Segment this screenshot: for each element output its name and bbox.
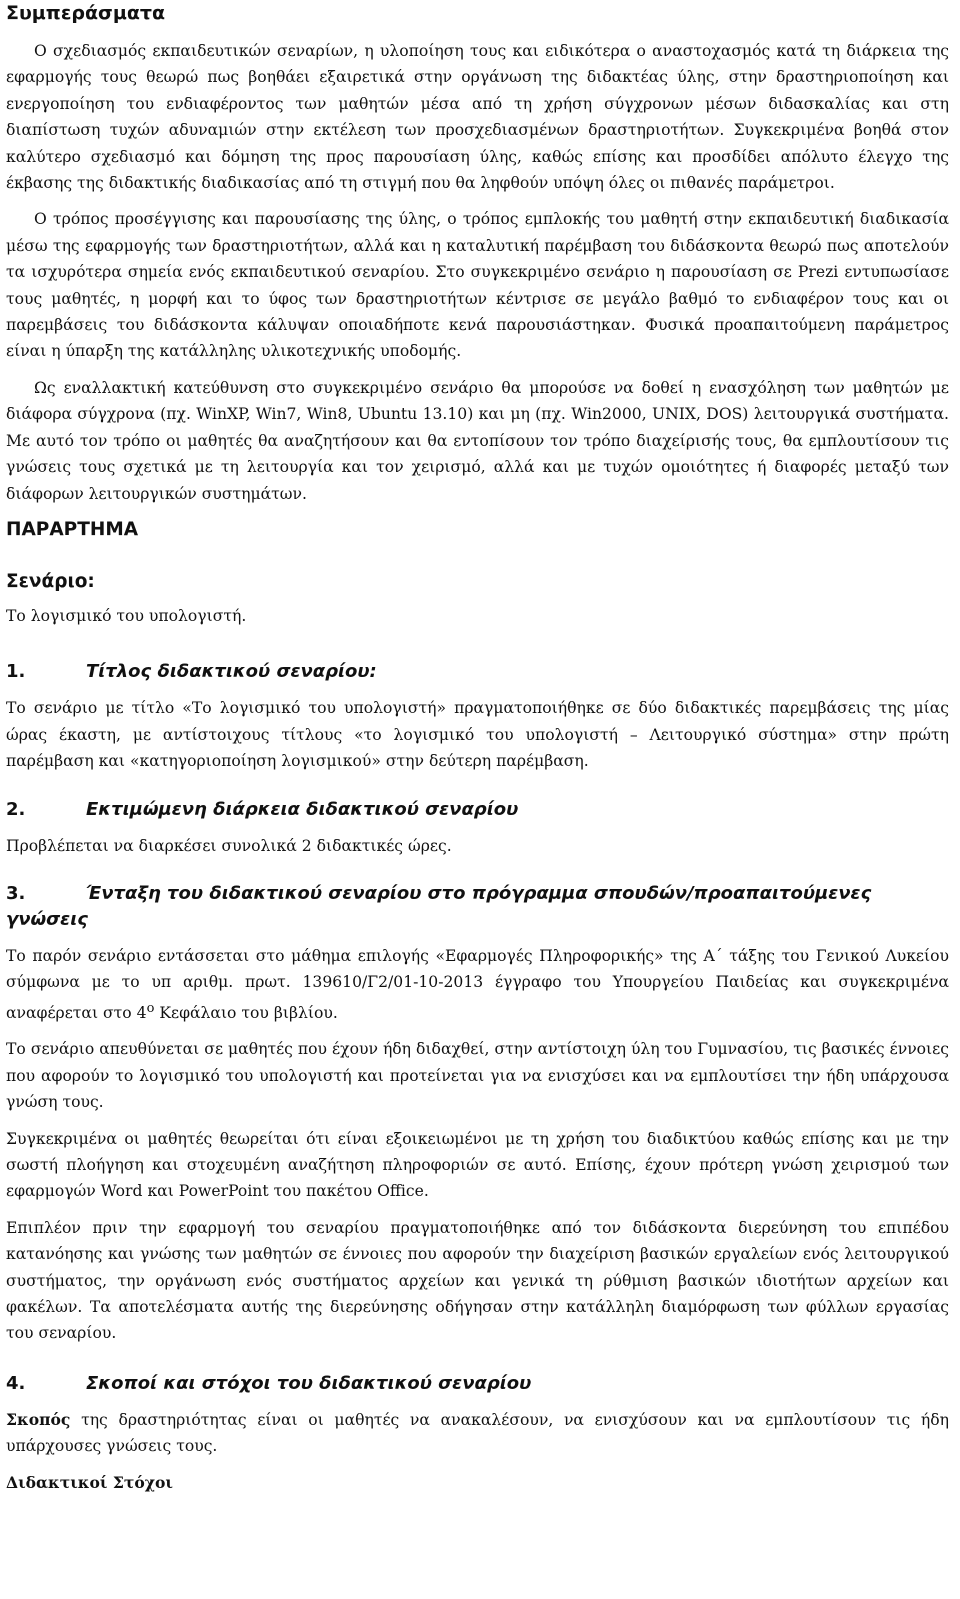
section-3-paragraph-1 <box>6 943 949 1026</box>
section-heading-2 <box>6 797 949 823</box>
section-heading-4 <box>6 1371 949 1397</box>
purpose-text: της δραστηριότητας είναι οι μαθητές να ανακαλέσουν, να ενισχύσουν και να εμπλουτίσουν τις ήδη υπάρχουσες γνώσεις τους. <box>6 1410 949 1456</box>
section-heading-1 <box>6 659 949 685</box>
section-title: Εκτιμώμενη διάρκεια διδακτικού σεναρίου <box>86 798 519 820</box>
purpose-label: Σκοπός <box>6 1409 71 1429</box>
teaching-objectives-heading: Διδακτικοί Στόχοι <box>6 1472 173 1492</box>
conclusions-paragraph-3: Ως εναλλακτική κατεύθυνση στο συγκεκριμένο σενάριο θα μπορούσε να δοθεί η ενασχόληση των μαθητών με διάφορα σύγχρονα (πχ. WinXP, Win7, Win8, Ubuntu 13.10) και μη (πχ. Win2000, UNIX, DOS) λειτουργικά συστήματα. Με αυτό τον τρόπο οι μαθητές θα αναζητήσουν και θα εντοπίσουν τον τρόπο διαχείρισής τους, θα εμπλουτίσουν τις γνώσεις τους σχετικά με τη λειτουργία και τον χειρισμό, αλλά και με τυχών ομοιότητες ή διαφορές μεταξύ των διάφορων λειτουργικών συστημάτων. <box>6 378 949 503</box>
section-title: Τίτλος διδακτικού σεναρίου: <box>86 661 377 683</box>
appendix-heading: ΠΑΡΑΡΤΗΜΑ <box>6 518 139 540</box>
section-number: 1. <box>6 661 26 683</box>
section-4-paragraph-1 <box>6 1407 949 1460</box>
section-3-p1-text: Το παρόν σενάριο εντάσσεται στο μάθημα επιλογής «Εφαρμογές Πληροφορικής» της Α΄ τάξης του Γενικού Λυκείου σύμφωνα με το υπ αριθμ. πρωτ. 139610/Γ2/01-10-2013 έγγραφο του Υπουργείου Παιδείας και συγκεκριμένα αναφέρεται στο 4 <box>6 946 949 1022</box>
scenario-label: Σενάριο: <box>6 570 95 592</box>
section-number: 4. <box>6 1372 26 1394</box>
section-heading-3 <box>6 881 949 933</box>
scenario-value: Το λογισμικό του υπολογιστή. <box>6 606 247 625</box>
conclusions-paragraph-2: Ο τρόπος προσέγγισης και παρουσίασης της ύλης, ο τρόπος εμπλοκής του μαθητή στην εκπαιδευτική διαδικασία μέσω της εφαρμογής των δραστηριοτήτων, αλλά και η καταλυτική παρέμβαση του διδάσκοντα θεωρώ πως αποτελούν τα ισχυρότερα σημεία ενός εκπαιδευτικού σεναρίου. Στο συγκεκριμένο σενάριο η παρουσίαση σε Prezi εντυπωσίασε τους μαθητές, η μορφή και το ύφος των δραστηριοτήτων κέντρισε σε μεγάλο βαθμό το ενδιαφέρον τους και οι παρεμβάσεις του διδάσκοντα κάλυψαν οποιαδήποτε κενά παρουσιάστηκαν. Φυσικά προαπαιτούμενη παράμετρος είναι η ύπαρξη της κατάλληλης υλικοτεχνικής υποδομής. <box>6 210 949 361</box>
section-3-paragraph-3: Συγκεκριμένα οι μαθητές θεωρείται ότι είναι εξοικειωμένοι με τη χρήση του διαδικτύου καθώς επίσης και με την σωστή πλοήγηση και στοχευμένη αναζήτηση πληροφοριών σε αυτό. Επίσης, έχουν πρότερη γνώση χειρισμού των εφαρμογών Word και PowerPoint του πακέτου Office. <box>6 1129 949 1201</box>
section-3-paragraph-2: Το σενάριο απευθύνεται σε μαθητές που έχουν ήδη διδαχθεί, στην αντίστοιχη ύλη του Γυμνασίου, τις βασικές έννοιες που αφορούν το λογισμικό του υπολογιστή και προτείνεται για να ενισχύσει και να εμπλουτίσει την ήδη υπάρχουσα γνώση τους. <box>6 1040 949 1112</box>
section-2-paragraph-1: Προβλέπεται να διαρκέσει συνολικά 2 διδακτικές ώρες. <box>6 836 452 855</box>
superscript-ordinal: ο <box>146 1000 155 1016</box>
section-1-paragraph-1: Το σενάριο με τίτλο «Το λογισμικό του υπολογιστή» πραγματοποιήθηκε σε δύο διδακτικές παρεμβάσεις της μίας ώρας έκαστη, με αντίστοιχους τίτλους «το λογισμικό του υπολογιστή – Λειτουργικό σύστημα» στην πρώτη παρέμβαση και «κατηγοριοποίηση λογισμικού» στην δεύτερη παρέμβαση. <box>6 699 949 771</box>
section-3-p1-text-end: Κεφάλαιο του βιβλίου. <box>154 1003 338 1022</box>
section-title: Ένταξη του διδακτικού σεναρίου στο πρόγραμμα σπουδών/προαπαιτούμενες γνώσεις <box>6 882 872 930</box>
section-number: 2. <box>6 798 26 820</box>
section-3-paragraph-4: Επιπλέον πριν την εφαρμογή του σεναρίου πραγματοποιήθηκε από τον διδάσκοντα διερεύνηση του επιπέδου κατανόησης και γνώσης των μαθητών σε έννοιες που αφορούν την διαχείριση βασικών εργαλείων ενός λειτουργικού συστήματος, την οργάνωση ενός συστήματος αρχείων και γενικά τη ρύθμιση βασικών ιδιοτήτων αρχείων και φακέλων. Τα αποτελέσματα αυτής της διερεύνησης οδήγησαν στην κατάλληλη διαμόρφωση των φύλλων εργασίας του σεναρίου. <box>6 1218 949 1343</box>
page-title: Συμπεράσματα <box>6 2 166 24</box>
section-title: Σκοποί και στόχοι του διδακτικού σεναρίου <box>86 1372 532 1394</box>
section-number: 3. <box>6 882 26 904</box>
conclusions-paragraph-1: Ο σχεδιασμός εκπαιδευτικών σεναρίων, η υλοποίηση τους και ειδικότερα ο αναστοχασμός κατά τη διάρκεια της εφαρμογής τους θεωρώ πως βοηθάει εξαιρετικά στην οργάνωση της διδακτέας ύλης, στην δραστηριοποίηση και ενεργοποίηση του ενδιαφέροντος των μαθητών μέσα από τη χρήση σύγχρονων μέσων διδασκαλίας και στη διαπίστωση τυχών αδυναμιών στην εκτέλεση των προσχεδιασμένων δραστηριοτήτων. Συγκεκριμένα βοηθά στον καλύτερο σχεδιασμό και δόμηση της προς παρουσίαση ύλης, καθώς επίσης και προσδίδει απόλυτο έλεγχο της έκβασης της διδακτικής διαδικασίας από τη στιγμή που θα ληφθούν υπόψη όλες οι πιθανές παράμετροι. <box>6 42 949 193</box>
